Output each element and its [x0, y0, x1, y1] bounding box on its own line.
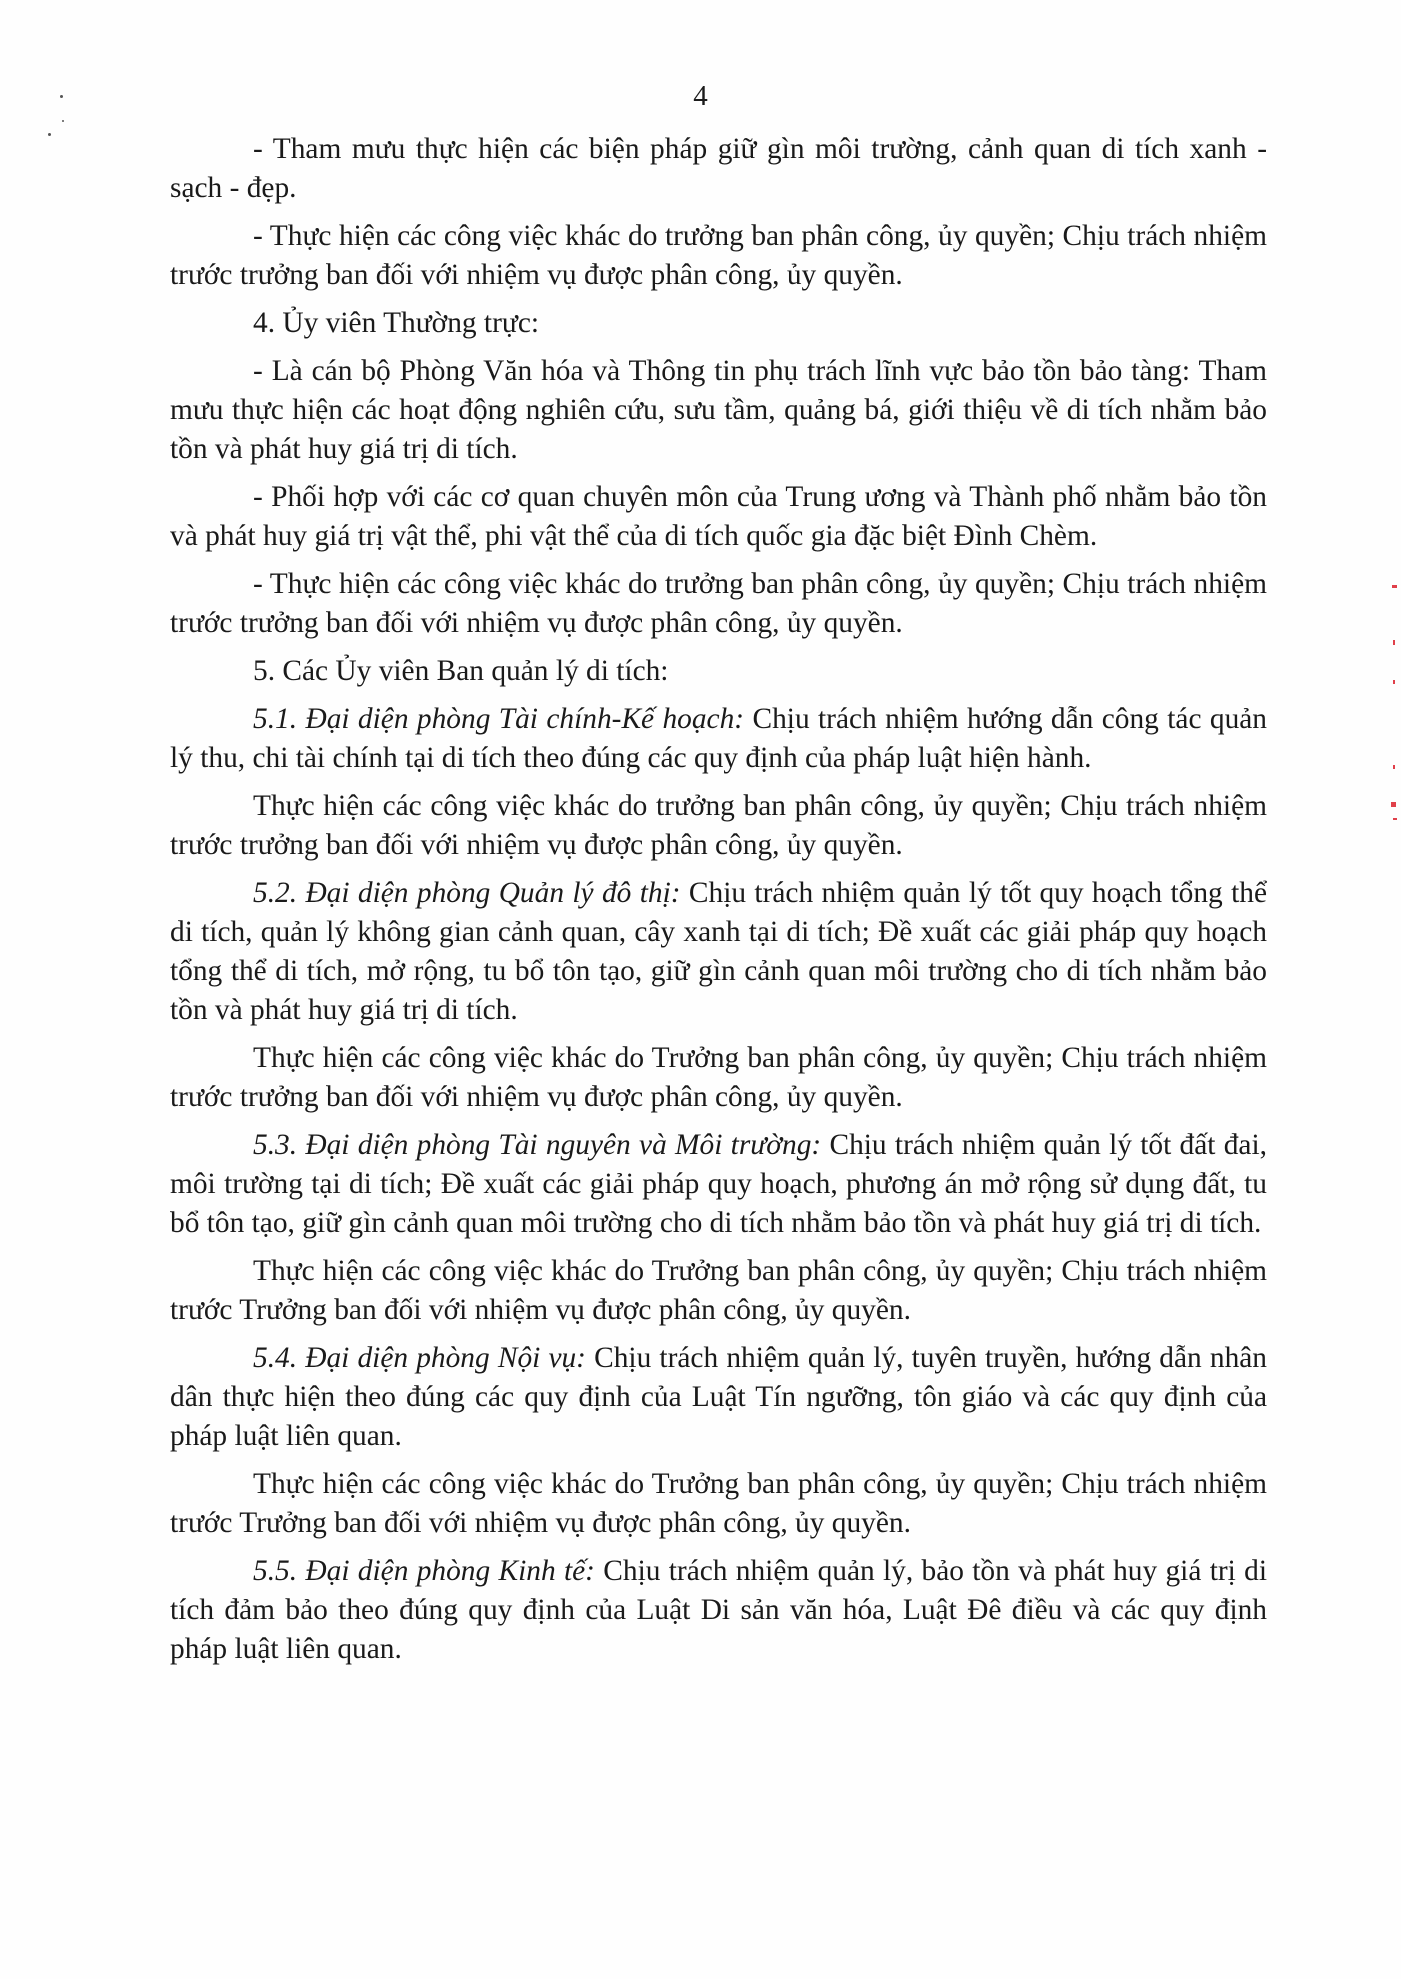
- paragraph-heading: 5.3. Đại diện phòng Tài nguyên và Môi trường:: [253, 1129, 822, 1161]
- scan-speck: [1393, 680, 1395, 684]
- paragraph: [170, 217, 1267, 295]
- scan-speck: [1392, 585, 1397, 588]
- paragraph-heading: 5.5. Đại diện phòng Kinh tế:: [253, 1555, 595, 1587]
- scan-speck: [1391, 802, 1396, 807]
- paragraph: [170, 478, 1267, 556]
- paragraph-text: Thực hiện các công việc khác do trưởng ban phân công, ủy quyền; Chịu trách nhiệm trước trưởng ban đối với nhiệm vụ được phân công, ủy quyền.: [170, 790, 1267, 861]
- paragraph: [170, 1465, 1267, 1543]
- paragraph-text: - Thực hiện các công việc khác do trưởng ban phân công, ủy quyền; Chịu trách nhiệm trước trưởng ban đối với nhiệm vụ được phân công, ủy quyền.: [170, 568, 1267, 639]
- paragraph-text: Chịu trách nhiệm quản lý tốt đất đai, môi trường tại di tích; Đề xuất các giải pháp quy hoạch, phương án mở rộng sử dụng đất, tu bổ tôn tạo, giữ gìn cảnh quan môi trường cho di tích nhằm bảo tồn và phát huy giá trị di tích.: [170, 1129, 1267, 1239]
- scan-speck: [1393, 640, 1395, 645]
- paragraph: [170, 130, 1267, 208]
- paragraph-text: 4. Ủy viên Thường trực:: [253, 307, 540, 339]
- page-number: 4: [693, 80, 708, 112]
- paragraph: [170, 700, 1267, 778]
- paragraph-heading: 5.4. Đại diện phòng Nội vụ:: [253, 1342, 586, 1374]
- scan-speck: [1393, 818, 1397, 820]
- paragraph-text: - Tham mưu thực hiện các biện pháp giữ gìn môi trường, cảnh quan di tích xanh - sạch - đẹp.: [170, 133, 1267, 204]
- paragraph-text: Chịu trách nhiệm quản lý, tuyên truyền, hướng dẫn nhân dân thực hiện theo đúng các quy định của Luật Tín ngưỡng, tôn giáo và các quy định của pháp luật liên quan.: [170, 1342, 1268, 1452]
- paragraph-text: Thực hiện các công việc khác do Trưởng ban phân công, ủy quyền; Chịu trách nhiệm trước trưởng ban đối với nhiệm vụ được phân công, ủy quyền.: [170, 1042, 1267, 1113]
- paragraph-text: - Thực hiện các công việc khác do trưởng ban phân công, ủy quyền; Chịu trách nhiệm trước trưởng ban đối với nhiệm vụ được phân công, ủy quyền.: [170, 220, 1267, 291]
- paragraph: [170, 1552, 1267, 1669]
- section-heading: [170, 304, 1267, 343]
- paragraph-text: Thực hiện các công việc khác do Trưởng ban phân công, ủy quyền; Chịu trách nhiệm trước Trưởng ban đối với nhiệm vụ được phân công, ủy quyền.: [170, 1468, 1267, 1539]
- paragraph: [170, 1039, 1267, 1117]
- paragraph-text: Chịu trách nhiệm hướng dẫn công tác quản lý thu, chi tài chính tại di tích theo đúng các quy định của pháp luật hiện hành.: [170, 703, 1268, 774]
- paragraph-text: 5. Các Ủy viên Ban quản lý di tích:: [253, 655, 669, 687]
- paragraph-text: - Phối hợp với các cơ quan chuyên môn của Trung ương và Thành phố nhằm bảo tồn và phát huy giá trị vật thể, phi vật thể của di tích quốc gia đặc biệt Đình Chèm.: [170, 481, 1267, 552]
- paragraph-text: Chịu trách nhiệm quản lý tốt quy hoạch tổng thể di tích, quản lý không gian cảnh quan, cây xanh tại di tích; Đề xuất các giải pháp quy hoạch tổng thể di tích, mở rộng, tu bổ tôn tạo, giữ gìn cảnh quan môi trường cho di tích nhằm bảo tồn và phát huy giá trị di tích.: [170, 877, 1267, 1026]
- paragraph: [170, 1126, 1267, 1243]
- paragraph-text: Chịu trách nhiệm quản lý, bảo tồn và phát huy giá trị di tích đảm bảo theo đúng quy định của Luật Di sản văn hóa, Luật Đê điều và các quy định pháp luật liên quan.: [170, 1555, 1267, 1665]
- scan-speck: [1393, 765, 1395, 769]
- paragraph: [170, 874, 1267, 1030]
- paragraph: [170, 1339, 1267, 1456]
- section-heading: [170, 652, 1267, 691]
- paragraph: [170, 565, 1267, 643]
- paragraph: [170, 1252, 1267, 1330]
- scan-speck: [48, 133, 51, 136]
- paragraph-text: Thực hiện các công việc khác do Trưởng ban phân công, ủy quyền; Chịu trách nhiệm trước Trưởng ban đối với nhiệm vụ được phân công, ủy quyền.: [170, 1255, 1267, 1326]
- document-body: [170, 130, 1267, 1678]
- paragraph-text: - Là cán bộ Phòng Văn hóa và Thông tin phụ trách lĩnh vực bảo tồn bảo tàng: Tham mưu thực hiện các hoạt động nghiên cứu, sưu tầm, quảng bá, giới thiệu về di tích nhằm bảo tồn và phát huy giá trị di tích.: [170, 355, 1267, 465]
- scan-speck: [62, 120, 64, 122]
- paragraph-heading: 5.1. Đại diện phòng Tài chính-Kế hoạch:: [253, 703, 745, 735]
- paragraph-heading: 5.2. Đại diện phòng Quản lý đô thị:: [253, 877, 681, 909]
- paragraph: [170, 352, 1267, 469]
- paragraph: [170, 787, 1267, 865]
